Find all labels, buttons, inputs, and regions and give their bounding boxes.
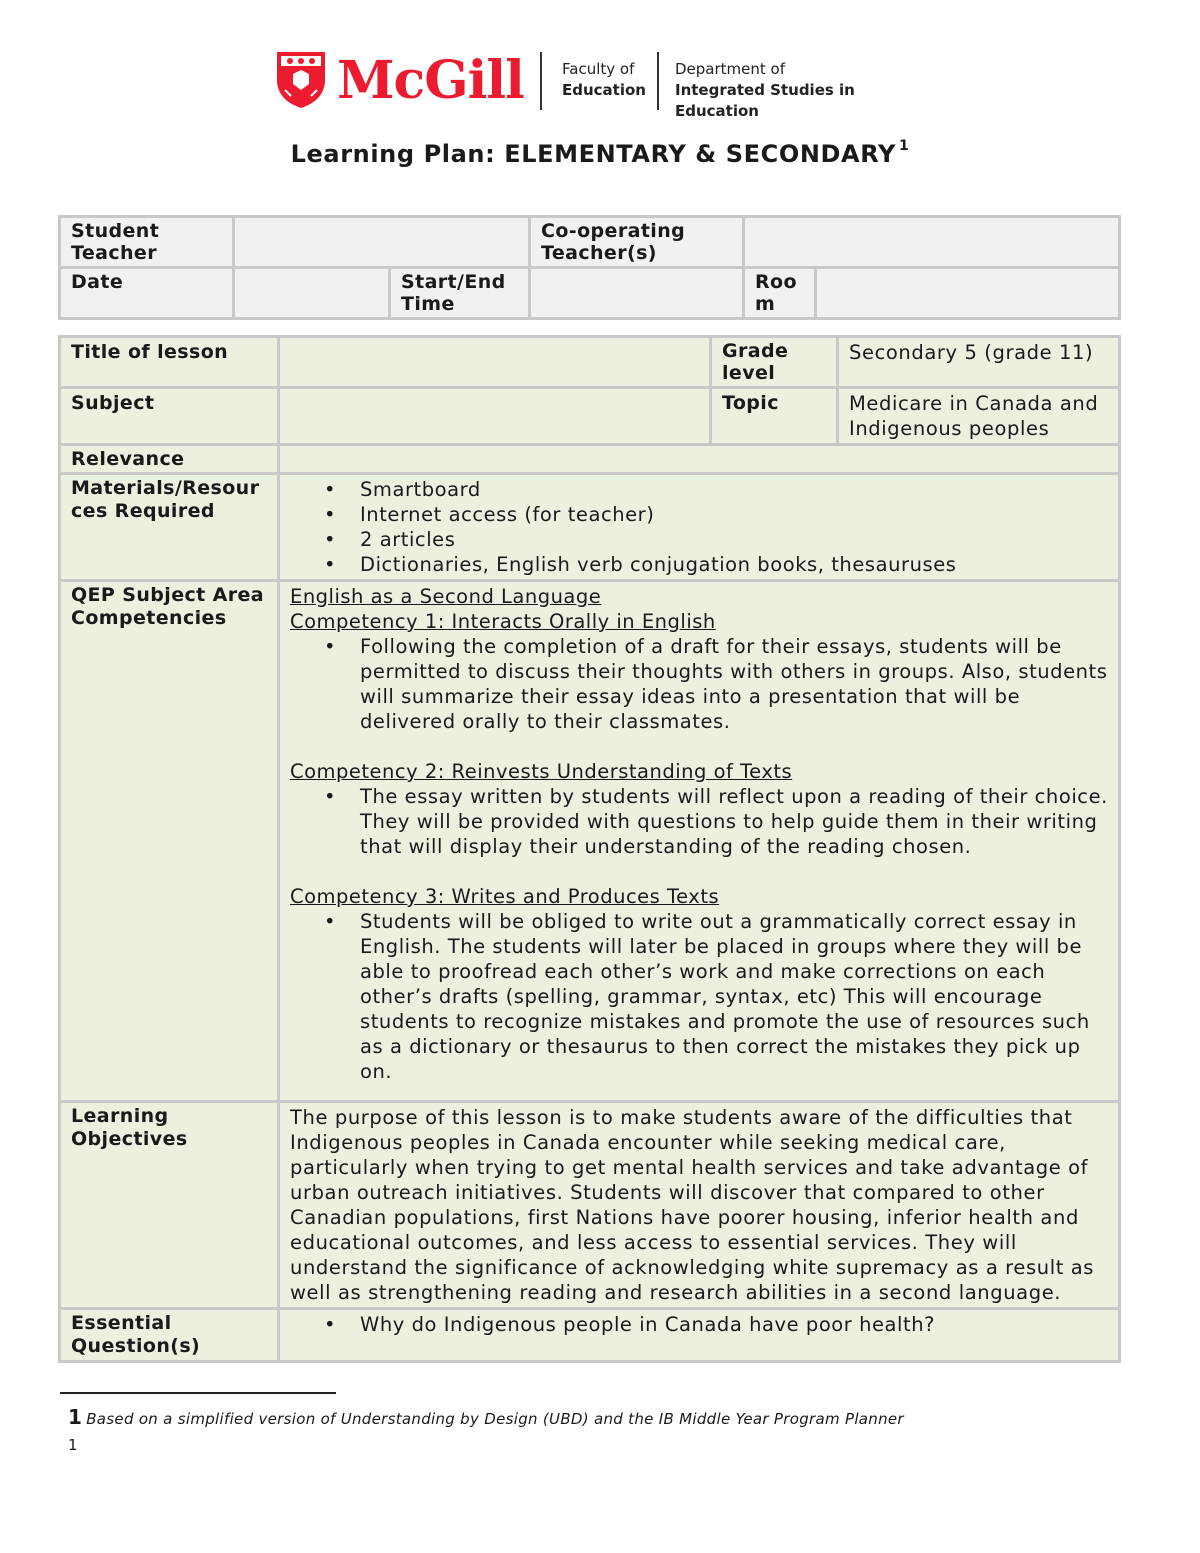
student-teacher-field[interactable] [234, 217, 530, 268]
list-item: • Internet access (for teacher) [360, 502, 1108, 527]
date-field[interactable] [234, 268, 390, 319]
coop-teacher-label: Co-operating Teacher(s) [530, 217, 744, 268]
list-item: • The essay written by students will reflect upon a reading of their choice. They will be provided with questions to help guide them in their writing that will display their understanding of the reading chosen. [360, 784, 1108, 859]
list-item: • Dictionaries, English verb conjugation books, thesauruses [360, 552, 1108, 577]
qep-subject: English as a Second Language [290, 585, 602, 608]
page-number: 1 [68, 1436, 78, 1454]
topic-label: Topic [711, 388, 838, 445]
start-end-time-field[interactable] [530, 268, 744, 319]
subject-label: Subject [60, 388, 279, 445]
lesson-plan-table [58, 335, 1121, 1363]
competency-heading: Competency 3: Writes and Produces Texts [290, 885, 720, 908]
title-footnote-ref: 1 [898, 138, 910, 154]
date-label: Date [60, 268, 234, 319]
teacher-info-table [58, 215, 1121, 320]
footnote-divider [60, 1392, 336, 1394]
competency-bullets [290, 634, 1108, 734]
competency-bullets [290, 784, 1108, 859]
list-item: • 2 articles [360, 527, 1108, 552]
learning-objectives-value: The purpose of this lesson is to make students aware of the difficulties that Indigenous peoples in Canada encounter while seeking medical care, particularly when trying to get mental health services and take advantage of urban outreach initiatives. Students will discover that compared to other Canadian populations, first Nations have poorer housing, inferior health and educational outcomes, and less access to essential services. They will understand the significance of acknowledging white supremacy as a result as well as strengthening reading and research abilities in a second language. [279, 1102, 1120, 1309]
department-name [675, 59, 930, 122]
list-item: • Smartboard [360, 477, 1108, 502]
qep-competencies-cell [279, 581, 1120, 1102]
faculty-line-2: Education [562, 81, 646, 99]
dept-line-1: Department of [675, 60, 785, 78]
essential-questions-cell [279, 1309, 1120, 1362]
relevance-label: Relevance [60, 445, 279, 474]
coop-teacher-field[interactable] [744, 217, 1120, 268]
logo-divider [540, 52, 542, 110]
title-of-lesson-label: Title of lesson [60, 337, 279, 388]
list-item: • Following the completion of a draft for their essays, students will be permitted to discuss their thoughts with others in groups. Also, students will summarize their essay ideas into a presentation that will be delivered orally to their classmates. [360, 634, 1108, 734]
logo-divider [657, 52, 659, 110]
dept-line-2: Integrated Studies in Education [675, 81, 855, 120]
title-of-lesson-field[interactable] [279, 337, 711, 388]
subject-field[interactable] [279, 388, 711, 445]
footnote-text: Based on a simplified version of Understanding by Design (UBD) and the IB Middle Year Program Planner [86, 1410, 904, 1428]
mcgill-logo [275, 48, 930, 120]
competency-heading: Competency 2: Reinvests Understanding of Texts [290, 760, 793, 783]
materials-list-cell [279, 474, 1120, 581]
relevance-field[interactable] [279, 445, 1120, 474]
learning-objectives-label: Learning Objectives [60, 1102, 279, 1309]
materials-label: Materials/Resour ces Required [60, 474, 279, 581]
start-end-time-label: Start/End Time [390, 268, 530, 319]
footnote [68, 1405, 904, 1429]
list-item: • Why do Indigenous people in Canada have poor health? [360, 1312, 1108, 1337]
competency-heading: Competency 1: Interacts Orally in English [290, 610, 716, 633]
spacer [290, 1084, 1108, 1098]
grade-level-value: Secondary 5 (grade 11) [838, 337, 1120, 388]
qep-label: QEP Subject Area Competencies [60, 581, 279, 1102]
faculty-line-1: Faculty of [562, 60, 635, 78]
page-title [0, 140, 1200, 168]
room-label: Roo m [744, 268, 816, 319]
spacer [290, 734, 1108, 759]
mcgill-shield-icon [275, 50, 327, 110]
brand-wordmark: McGill [337, 50, 524, 111]
grade-level-label: Grade level [711, 337, 838, 388]
room-field[interactable] [816, 268, 1120, 319]
footnote-number: 1 [68, 1405, 83, 1429]
faculty-name [562, 59, 646, 101]
essential-questions-list [290, 1312, 1108, 1337]
essential-questions-label: Essential Question(s) [60, 1309, 279, 1362]
topic-value: Medicare in Canada and Indigenous peoples [838, 388, 1120, 445]
spacer [290, 859, 1108, 884]
materials-list [290, 477, 1108, 577]
list-item: • Students will be obliged to write out a grammatically correct essay in English. The students will later be placed in groups where they will be able to proofread each other’s work and make corrections on each other’s drafts (spelling, grammar, syntax, etc) This will encourage students to recognize mistakes and promote the use of resources such as a dictionary or thesaurus to then correct the mistakes they pick up on. [360, 909, 1108, 1084]
page-title-text: Learning Plan: ELEMENTARY & SECONDARY [290, 140, 896, 168]
student-teacher-label: Student Teacher [60, 217, 234, 268]
competency-bullets [290, 909, 1108, 1084]
